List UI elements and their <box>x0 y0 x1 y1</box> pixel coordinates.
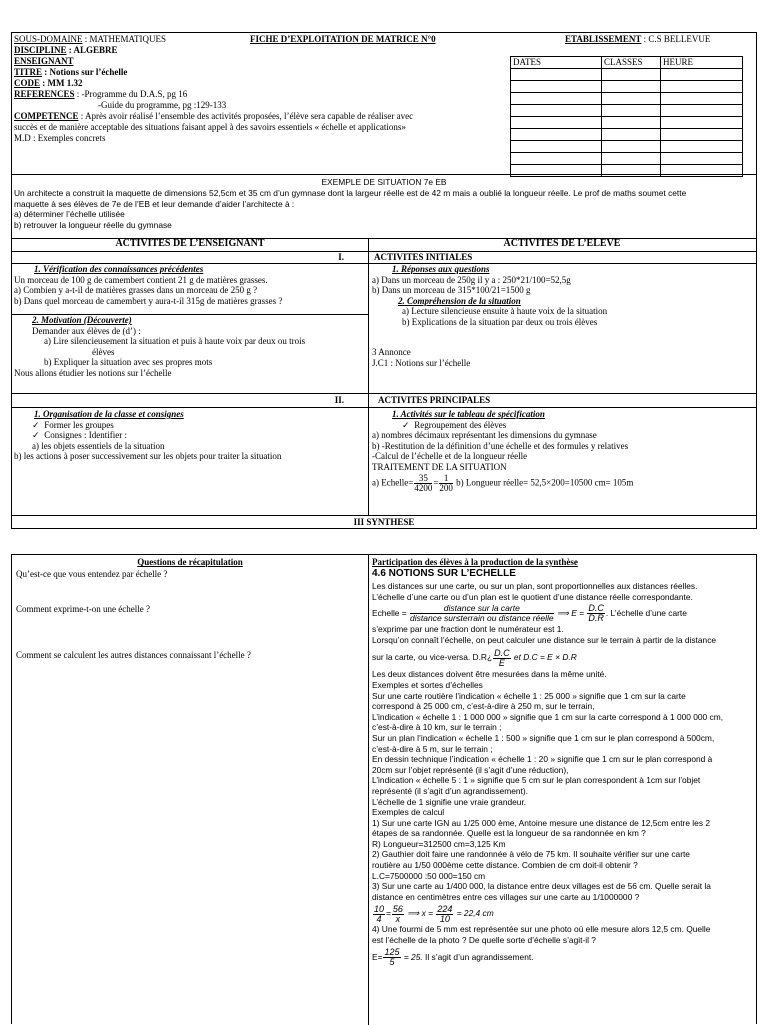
synth-p22: 2) Gauthier doit faire une randonnée à vélo de 75 km. Il souhaite vérifier sur une carte <box>372 849 690 860</box>
situation-text <box>14 188 686 230</box>
student-section-2 <box>372 409 633 493</box>
questions-heading: Questions de récapitulation <box>137 557 243 567</box>
teacher-s2-item-2: ✓ Consignes : Identifier : <box>32 430 127 440</box>
section-3-title: III SYNTHESE <box>353 517 415 527</box>
fraction-224-10: $\frac{224}{10}$ <box>437 903 453 924</box>
teacher-s1-line-5a: a) Lire silencieusement la situation et puis à haute voix par deux ou trois <box>44 336 306 346</box>
schedule-cell <box>511 129 602 141</box>
schedule-table <box>510 56 743 177</box>
teacher-s1-heading-1: 1. Vérification des connaissances précédentes <box>34 264 204 274</box>
student-s2-line-4: -Calcul de l’échelle et de la longueur réelle <box>372 451 528 461</box>
etablissement-line <box>565 34 710 45</box>
etablissement-value: : C.S BELLEVUE <box>641 34 711 44</box>
synth-p20: étapes de sa randonnée. Quelle est la longueur de sa randonnée en km ? <box>372 828 646 839</box>
schedule-row <box>511 93 743 105</box>
teacher-s1-line-1: Un morceau de 100 g de camembert contient 21 g de matières grasses. <box>14 274 268 285</box>
schedule-row <box>511 81 743 93</box>
checkmark-icon: ✓ <box>402 419 410 430</box>
section-title: 4.6 NOTIONS SUR L’ECHELLE <box>372 568 516 579</box>
schedule-cell <box>661 153 743 165</box>
schedule-cell <box>511 153 602 165</box>
titre-value: : Notions sur l’échelle <box>42 67 128 77</box>
code-value: : MM 1.32 <box>40 78 83 88</box>
synth-p28: est l’échelle de la photo ? De quelle sorte d’échelle s’agit-il ? <box>372 935 596 946</box>
titre-line <box>14 67 127 78</box>
fraction-1-200: $\frac{1}{200}$ <box>439 473 453 493</box>
synth-p10: c’est-à-dire à 10 km, sur le terrain ; <box>372 722 502 733</box>
student-s1-heading-1: 1. Réponses aux questions <box>392 264 490 274</box>
schedule-row <box>511 105 743 117</box>
synth-p6: Exemples et sortes d’échelles <box>372 679 483 690</box>
checkmark-icon: ✓ <box>32 419 40 430</box>
schedule-cell <box>661 117 743 129</box>
schedule-column-header: DATES <box>511 57 602 69</box>
student-s1-line-3: a) Lecture silencieuse ensuite à haute voix de la situation <box>402 306 608 316</box>
code-line <box>14 78 83 89</box>
synth-p17: L’échelle de 1 signifie une vraie grandeur. <box>372 796 527 807</box>
schedule-header-row <box>511 57 743 69</box>
fraction-dc-dr: $\frac{D.C}{D.R}$ <box>588 603 604 624</box>
student-s2-line-2: a) nombres décimaux représentant les dimensions du gymnase <box>372 430 597 440</box>
enseignant-label: ENSEIGNANT <box>14 56 74 66</box>
schedule-cell <box>661 129 743 141</box>
schedule-row <box>511 129 743 141</box>
teacher-s1-heading-2: 2. Motivation (Découverte) <box>32 315 132 325</box>
formula-echelle: Echelle = $\frac{\text{distance sur la carte}}{\text{distance sur≤terrain ou distance réelle}}$ ⟹ E = $\frac{D.C}{D.R}$ . L’échelle d’une carte <box>372 603 687 624</box>
competence-label: COMPETENCE <box>14 111 79 121</box>
situation-title: EXEMPLE DE SITUATION 7e EB <box>321 177 447 187</box>
student-s1-heading-2: 2. Compréhension de la situation <box>398 295 521 306</box>
schedule-cell <box>661 81 743 93</box>
synthesis-body <box>372 581 723 968</box>
question-2: Comment exprime-t-on une échelle ? <box>16 604 150 614</box>
synth-p8: correspond à 25 000 cm, c’est-à-dire à 250 m, sur le terrain, <box>372 701 595 712</box>
page-two <box>11 554 757 1024</box>
synth-p27: 4) Une fourmi de 5 mm est représentée sur une photo où elle mesure alors 12,5 cm. Quelle <box>372 924 711 935</box>
teacher-s1-line-3: b) Dans quel morceau de camembert y aura-t-il 315g de matières grasses ? <box>14 295 283 306</box>
student-s2-heading-1: 1. Activités sur le tableau de spécification <box>392 409 545 419</box>
references-value-2: -Guide du programme, pg :129-133 <box>98 100 227 110</box>
schedule-cell <box>602 105 661 117</box>
teacher-section-1b <box>14 315 305 378</box>
schedule-cell <box>661 141 743 153</box>
references-value-1: : -Programme du D.A.S, pg 16 <box>74 89 188 99</box>
student-s1-line-6: J.C1 : Notions sur l’échelle <box>372 357 471 368</box>
discipline-value: : ALGEBRE <box>66 45 118 55</box>
fraction-10-4: $\frac{10}{4}$ <box>374 903 385 924</box>
synth-p4: Lorsqu’on connaît l’échelle, on peut calculer une distance sur le terrain à partir de la distance <box>372 634 717 645</box>
schedule-cell <box>511 81 602 93</box>
fraction-dc-e: $\frac{D.C}{E}$ <box>494 647 510 668</box>
schedule-cell <box>602 81 661 93</box>
competence-text-1: : Après avoir réalisé l’ensemble des activités proposées, l’élève sera capable de réaliser avec <box>78 111 414 121</box>
student-s1-line-5: 3 Annonce <box>372 347 411 357</box>
schedule-cell <box>602 153 661 165</box>
schedule-cell <box>661 69 743 81</box>
student-s2-formula: a) Echelle= $\frac{35}{4200}$ = $\frac{1}{200}$ b) Longueur réelle= 52,5×200=10500 cm= 105m <box>372 473 634 493</box>
schedule-cell <box>602 141 661 153</box>
code-label: CODE <box>14 78 41 88</box>
synth-p12: c’est-à-dire à 5 m, sur le terrain ; <box>372 743 493 754</box>
synth-p3: s’exprime par une fraction dont le numérateur est 1. <box>372 624 564 635</box>
schedule-cell <box>661 93 743 105</box>
question-3: Comment se calculent les autres distances connaissant l’échelle ? <box>16 650 251 660</box>
fraction-35-4200: $\frac{35}{4200}$ <box>414 473 433 493</box>
synth-p11: Sur un plan l’indication « échelle 1 : 500 » signifie que 1 cm sur le plan correspond à 500cm, <box>372 732 715 743</box>
section-2-title: ACTIVITES PRINCIPALES <box>378 395 491 405</box>
schedule-cell <box>602 117 661 129</box>
teacher-heading: ACTIVITES DE L’ENSEIGNANT <box>115 238 265 249</box>
teacher-s2-item-1: ✓ Former les groupes <box>32 419 114 430</box>
schedule-row <box>511 117 743 129</box>
fiche-title: FICHE D’EXPLOITATION DE MATRICE N°0 <box>250 34 436 44</box>
sous-domaine-value: : MATHEMATIQUES <box>82 34 167 44</box>
schedule-row <box>511 153 743 165</box>
question-1: Qu’est-ce que vous entendez par échelle ? <box>16 569 168 579</box>
column-divider <box>368 238 369 515</box>
section-1-number: I. <box>338 252 344 262</box>
competence-line-1 <box>14 111 413 122</box>
titre-label: TITRE <box>14 67 43 77</box>
teacher-s1-line-2: a) Combien y a-t-il de matières grasses dans un morceau de 250 g ? <box>14 285 258 295</box>
schedule-cell <box>511 69 602 81</box>
teacher-s2-heading-1: 1. Organisation de la classe et consignes <box>34 409 184 419</box>
student-s2-item-1: ✓ Regroupement des élèves <box>402 419 507 430</box>
teacher-section-2 <box>14 409 281 462</box>
schedule-row <box>511 69 743 81</box>
formula-photo-scale: E= $\frac{125}{5}$ = 25. Il s’agit d’un agrandissement. <box>372 946 534 967</box>
synth-p13: En dessin technique l’indication « échelle 1 : 20 » signifie que 1 cm sur le plan correspond à <box>372 754 713 765</box>
synth-p14: 20cm sur l’objet représenté (il s’agit d’une réduction), <box>372 764 569 775</box>
situation-line-2: maquette à ses élèves de 7e de l’EB et leur demande d’aider l’architecte à : <box>14 198 295 209</box>
student-section-1b <box>372 347 470 368</box>
schedule-cell <box>602 93 661 105</box>
synth-p24: L.C=7500000 :50 000=150 cm <box>372 870 486 881</box>
synth-p5: Les deux distances doivent être mesurées dans la même unité. <box>372 669 607 680</box>
synth-p25: 3) Sur une carte au 1/400 000, la distance entre deux villages est de 56 cm. Quelle serait la <box>372 881 711 892</box>
student-s1-line-4: b) Explications de la situation par deux ou trois élèves <box>402 316 598 327</box>
synth-p16: représenté (il s’agit d’un agrandissement). <box>372 785 528 796</box>
synth-p18: Exemples de calcul <box>372 807 445 818</box>
schedule-cell <box>602 69 661 81</box>
synth-p21: R) Longueur=312500 cm=3,125 Km <box>372 838 506 849</box>
discipline-line <box>14 45 118 56</box>
synth-p26: distance en centimètres entre ces villages sur une carte au 1/1000000 ? <box>372 891 640 902</box>
section-1-title: ACTIVITES INITIALES <box>374 252 473 262</box>
references-label: REFERENCES <box>14 89 75 99</box>
teacher-s1-line-6: b) Expliquer la situation avec ses propres mots <box>44 357 213 367</box>
synth-p15: L’indication « échelle 5 : 1 » signifie que 5 cm sur le plan correspondent à 1cm sur l’objet <box>372 775 701 786</box>
synth-p7: Sur une carte routière l’indication « échelle 1 : 25 000 » signifie que 1 cm sur la carte <box>372 690 686 701</box>
teacher-s2-line-3: a) les objets essentiels de la situation <box>32 440 165 451</box>
situation-line-3: a) déterminer l’échelle utilisée <box>14 209 125 220</box>
participation-heading: Participation des élèves à la production de la synthèse <box>372 557 578 567</box>
checkmark-icon: ✓ <box>32 430 40 440</box>
discipline-label: DISCIPLINE <box>14 45 67 55</box>
synth-p19: 1) Sur une carte IGN au 1/25 000 ème, Antoine mesure une distance de 12,5cm entre les 2 <box>372 817 710 828</box>
synth-p9: L’indication « échelle 1 : 1 000 000 » signifie que 1 cm sur la carte correspond à 1 000 000 cm, <box>372 711 724 722</box>
fraction-125-5: $\frac{125}{5}$ <box>384 946 400 967</box>
schedule-cell <box>511 117 602 129</box>
synth-p1: Les distances sur une carte, ou sur un plan, sont proportionnelles aux distances réelles. <box>372 581 698 591</box>
competence-line-2: succès et de manière acceptable des situations faisant appel à des savoirs essentiels « échelle et applications» <box>14 122 406 132</box>
schedule-column-header: CLASSES <box>602 57 661 69</box>
teacher-s2-line-4: b) les actions à poser successivement sur les objets pour traiter la situation <box>14 451 282 461</box>
schedule-cell <box>661 105 743 117</box>
schedule-column-header: HEURE <box>661 57 743 69</box>
teacher-section-1 <box>14 264 282 306</box>
recap-column-divider <box>368 555 369 1025</box>
formula-dr: sur la carte, ou vice-versa. D.R¿ $\frac{D.C}{E}$ et D.C = E × D.R <box>372 647 577 668</box>
formula-proportion: $\frac{10}{4}$ = $\frac{56}{x}$ ⟹ x = $\frac{224}{10}$ = 22,4 cm <box>374 903 494 924</box>
situation-line-1: Un architecte a construit la maquette de dimensions 52,5cm et 35 cm d’un gymnase dont la largeur réelle est de 42 m mais a oublié la longueur réelle. Le prof de maths soumet cette <box>14 188 687 198</box>
schedule-cell <box>511 105 602 117</box>
student-section-1 <box>372 264 607 327</box>
student-heading: ACTIVITES DE L’ELEVE <box>503 238 621 249</box>
md-line: M.D : Exemples concrets <box>14 133 106 143</box>
section-2-number: II. <box>334 395 344 405</box>
situation-line-4: b) retrouver la longueur réelle du gymnase <box>14 219 172 230</box>
schedule-row <box>511 141 743 153</box>
sous-domaine-line <box>14 34 166 45</box>
references-line <box>14 89 187 100</box>
student-s1-line-1: a) Dans un morceau de 250g il y a : 250*21/100=52,5g <box>372 274 571 285</box>
schedule-cell <box>511 141 602 153</box>
student-s1-line-2: b) Dans un morceau de 315*100/21=1500 g <box>372 285 531 295</box>
student-s2-line-5: TRAITEMENT DE LA SITUATION <box>372 461 507 472</box>
etablissement-label: ETABLISSEMENT <box>565 34 642 44</box>
page-one <box>11 32 757 529</box>
synth-p23: routière au 1/50 000ème cette distance. Combien de cm doit-il obtenir ? <box>372 860 638 871</box>
schedule-cell <box>602 129 661 141</box>
teacher-s1-line-4: Demander aux élèves de (d’) : <box>32 325 141 336</box>
fraction-distance: $\frac{\text{distance sur la carte}}{\text{distance sur≤terrain ou distance réelle}}$ <box>410 603 554 624</box>
synth-p2: L’échelle d’une carte ou d’un plan est le quotient d’une distance réelle correspondante. <box>372 591 693 602</box>
teacher-s1-line-5b: élèves <box>92 346 115 357</box>
student-s2-line-3: b) -Restitution de la définition d’une échelle et des formules y relatives <box>372 440 629 451</box>
schedule-cell <box>511 93 602 105</box>
fraction-56-x: $\frac{56}{x}$ <box>392 903 403 924</box>
teacher-s1-line-7: Nous allons étudier les notions sur l’échelle <box>14 367 172 378</box>
sous-domaine-label: SOUS-DOMAINE <box>14 34 83 44</box>
